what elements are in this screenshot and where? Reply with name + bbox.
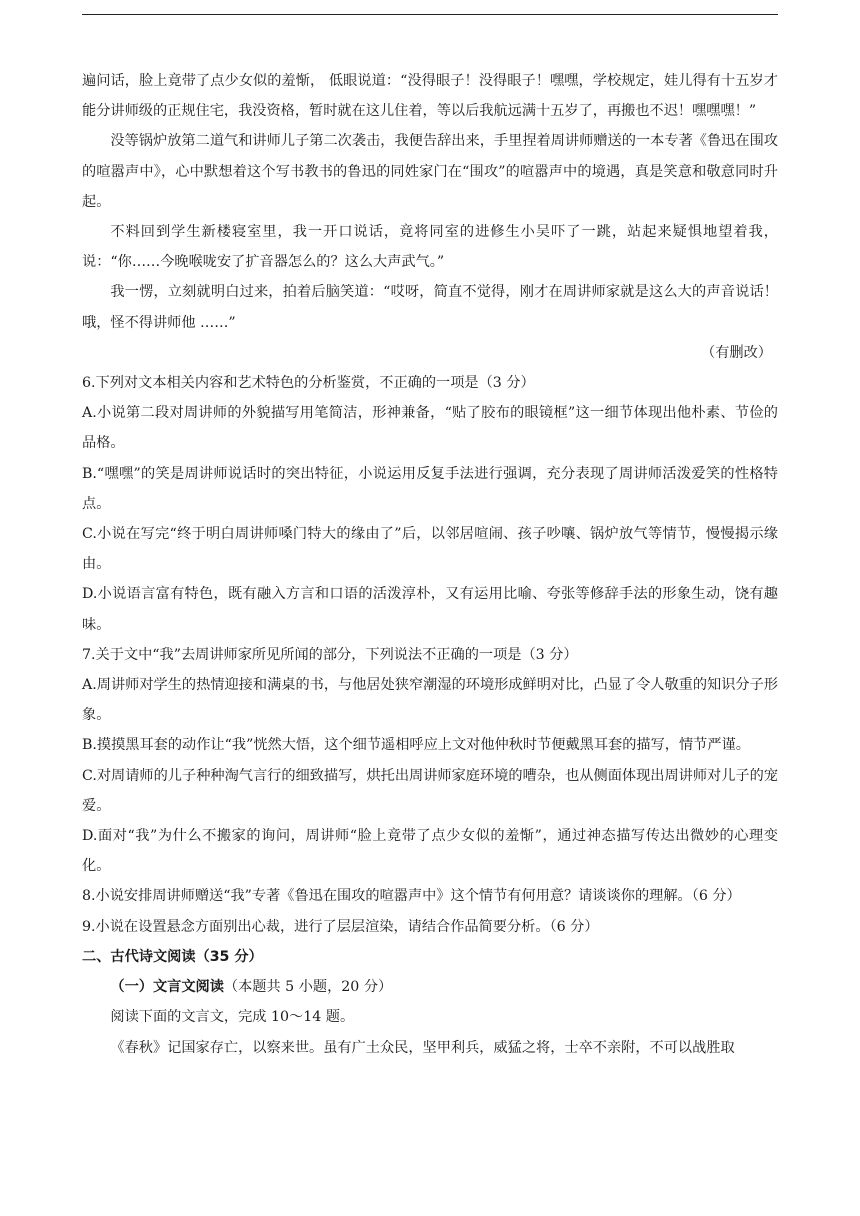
subsection-heading bbox=[82, 972, 778, 1002]
question-7-option-c: C.对周请师的儿子种种淘气言行的细致描写，烘托出周讲师家庭环境的嘈杂，也从侧面体现出周讲师对儿子的宠爱。 bbox=[82, 767, 778, 814]
question-6-option-c: C.小说在写完“终于明白周讲师嗓门特大的缘由了”后，以邻居喧闹、孩子吵嚷、锅炉放气等情节，慢慢揭示缘由。 bbox=[82, 526, 778, 573]
classical-text-start: 《春秋》记国家存亡，以察来世。虽有广土众民，坚甲利兵，威猛之将，士卒不亲附，不可以战胜取 bbox=[110, 1039, 735, 1056]
edit-note: （有删改） bbox=[701, 344, 772, 361]
header-rule bbox=[82, 14, 778, 15]
section-heading: 二、古代诗文阅读（35 分） bbox=[82, 948, 263, 965]
document-body bbox=[82, 66, 778, 1063]
passage-paragraph-3: 不料回到学生新楼寝室里，我一开口说话，竟将同室的进修生小吴吓了一跳，站起来疑惧地望着我，说：“你……今晚喉咙安了扩音器怎么的？这么大声武气。” bbox=[82, 224, 778, 271]
question-8: 8.小说安排周讲师赠送“我”专著《鲁迅在围攻的喧嚣声中》这个情节有何用意？请谈谈你的理解。（6 分） bbox=[82, 888, 741, 905]
question-7-option-d: D.面对“我”为什么不搬家的询问，周讲师“脸上竟带了点少女似的羞惭”，通过神态描写传达出微妙的心理变化。 bbox=[82, 828, 778, 875]
subsection-title: （一）文言文阅读 bbox=[110, 979, 224, 996]
passage-paragraph-1: 遍问话，脸上竟带了点少女似的羞惭， 低眼说道：“没得眼子！没得眼子！嘿嘿，学校规定，娃儿得有十五岁才能分讲师级的正规住宅，我没资格，暂时就在这儿住着，等以后我航远满十五岁了，再搬也不迟！嘿嘿嘿！” bbox=[82, 73, 778, 120]
question-7-option-b: B.摸摸黑耳套的动作让“我”恍然大悟，这个细节遥相呼应上文对他仲秋时节便戴黑耳套的描写，情节严谨。 bbox=[82, 737, 750, 754]
reading-instruction: 阅读下面的文言文，完成 10～14 题。 bbox=[110, 1009, 355, 1026]
passage-paragraph-2: 没等锅炉放第二道气和讲师儿子第二次袭击，我便告辞出来，手里捏着周讲师赠送的一本专著《鲁迅在围攻的喧嚣声中》，心中默想着这个写书教书的鲁迅的同姓家门在“围攻”的喧嚣声中的境遇，真是笑意和敬意同时升起。 bbox=[82, 133, 778, 210]
question-9: 9.小说在设置悬念方面别出心裁，进行了层层渲染，请结合作品简要分析。（6 分） bbox=[82, 918, 599, 935]
question-7-option-a: A.周讲师对学生的热情迎接和满桌的书，与他居处狭窄潮湿的环境形成鲜明对比，凸显了令人敬重的知识分子形象。 bbox=[82, 677, 778, 724]
question-6-option-a: A.小说第二段对周讲师的外貌描写用笔简洁，形神兼备，“贴了胶布的眼镜框”这一细节体现出他朴素、节俭的品格。 bbox=[82, 405, 778, 452]
question-7: 7.关于文中“我”去周讲师家所见所闻的部分，下列说法不正确的一项是（3 分） bbox=[82, 646, 578, 663]
passage-paragraph-4: 我一愣，立刻就明白过来，拍着后脑笑道：“哎呀，简直不觉得，刚才在周讲师家就是这么大的声音说话！哦，怪不得讲师他 ……” bbox=[82, 284, 778, 331]
question-6: 6.下列对文本相关内容和艺术特色的分析鉴赏，不正确的一项是（3 分） bbox=[82, 375, 535, 392]
question-6-option-d: D.小说语言富有特色，既有融入方言和口语的活泼淳朴，又有运用比喻、夸张等修辞手法的形象生动，饶有趣味。 bbox=[82, 586, 778, 633]
question-6-option-b: B.“嘿嘿”的笑是周讲师说话时的突出特征，小说运用反复手法进行强调，充分表现了周讲师活泼爱笑的性格特点。 bbox=[82, 465, 778, 512]
subsection-note: （本题共 5 小题，20 分） bbox=[223, 979, 393, 996]
